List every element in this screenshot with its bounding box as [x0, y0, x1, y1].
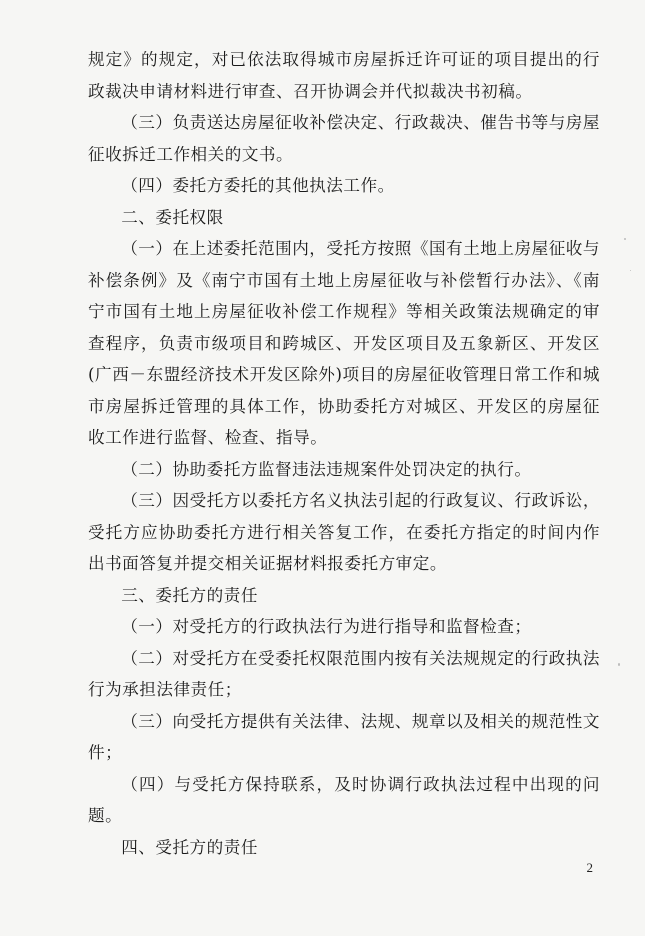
scan-speck: [624, 238, 626, 240]
section-heading-agent-duties: 四、受托方的责任: [121, 837, 258, 857]
paragraph-principal-duty-3: （三）向受托方提供有关法律、法规、规章以及相关的规范性文件；: [88, 711, 600, 762]
paragraph-continuation: 规定》的规定，对已依法取得城市房屋拆迁许可证的项目提出的行政裁决申请材料进行审查、召开协调会并代拟裁决书初稿。: [88, 50, 600, 101]
section-heading-principal-duties: 三、委托方的责任: [121, 585, 258, 605]
scan-speck: [630, 270, 631, 271]
document-body: [88, 44, 600, 863]
paragraph-authority-2: （二）协助委托方监督违法违规案件处罚决定的执行。: [121, 459, 532, 479]
paragraph-item-4-other-work: （四）委托方委托的其他执法工作。: [121, 176, 395, 195]
paragraph-authority-1: （一）在上述委托范围内，受托方按照《国有土地上房屋征收与补偿条例》及《南宁市国有土地上房屋征收与补偿暂行办法》、《南宁市国有土地上房屋征收补偿工作规程》等相关政策法规确定的审查程序，负责市级项目和跨城区、开发区项目及五象新区、开发区(广西－东盟经济技术开发区除外)项目的房屋征收管理日常工作和城市房屋拆迁管理的具体工作，协助委托方对城区、开发区的房屋征收工作进行监督、检查、指导。: [88, 239, 600, 447]
paragraph-item-3-delivery: （三）负责送达房屋征收补偿决定、行政裁决、催告书等与房屋征收拆迁工作相关的文书。: [88, 113, 600, 164]
page-number: 2: [586, 860, 593, 875]
paragraph-principal-duty-1: （一）对受托方的行政执法行为进行指导和监督检查；: [121, 617, 532, 636]
paragraph-principal-duty-2: （二）对受托方在受委托权限范围内按有关法规规定的行政执法行为承担法律责任；: [88, 648, 600, 699]
scan-speck: [618, 663, 620, 666]
paragraph-authority-3: （三）因受托方以委托方名义执法引起的行政复议、行政诉讼，受托方应协助委托方进行相关答复工作，在委托方指定的时间内作出书面答复并提交相关证据材料报委托方审定。: [88, 491, 600, 573]
paragraph-principal-duty-4: （四）与受托方保持联系，及时协调行政执法过程中出现的问题。: [88, 774, 600, 825]
section-heading-authority: 二、委托权限: [121, 207, 224, 227]
